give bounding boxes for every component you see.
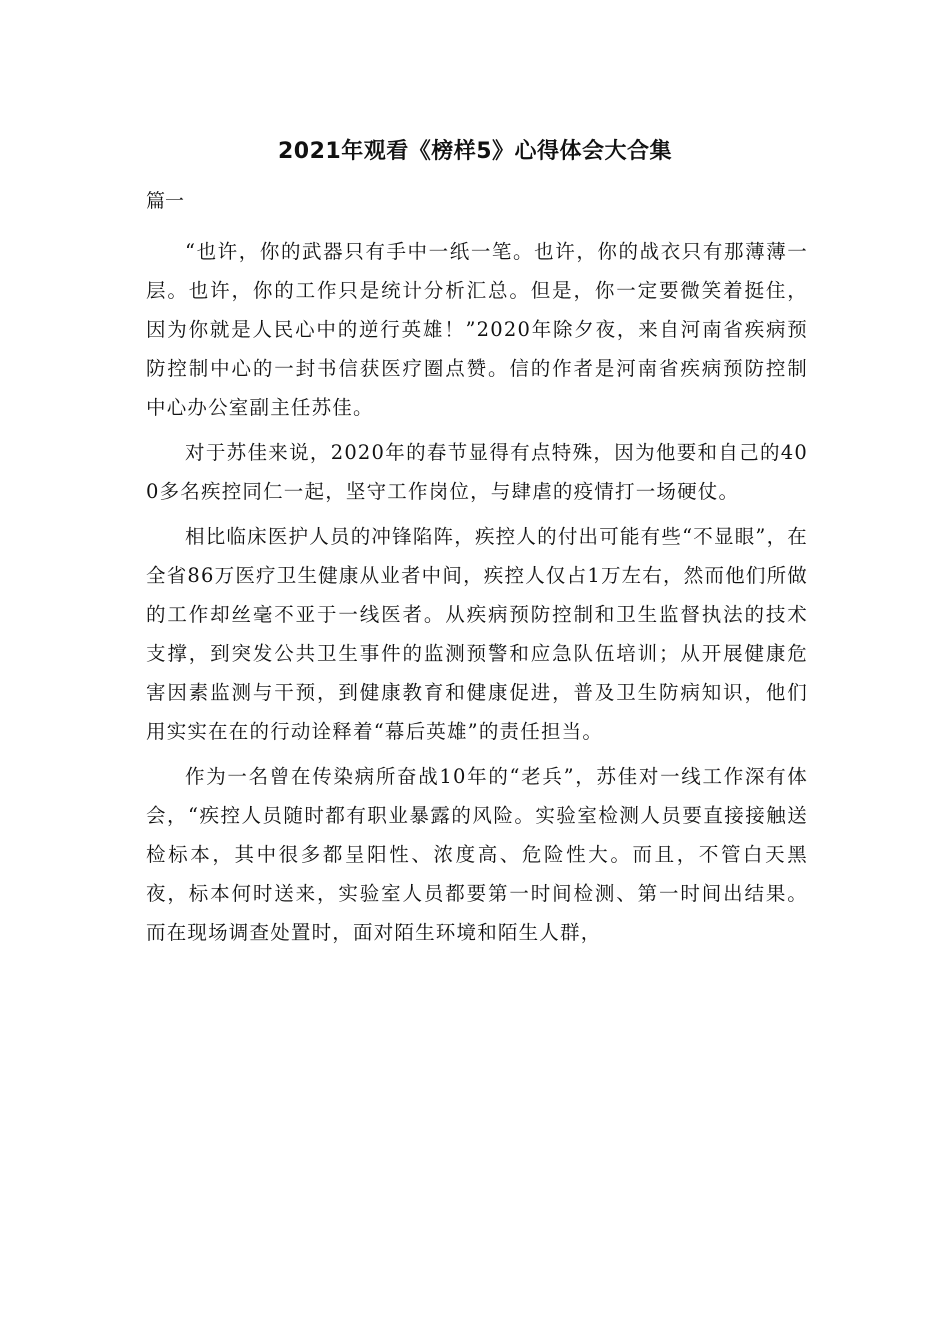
document-body [146, 232, 808, 958]
paragraph-4: 作为一名曾在传染病所奋战10年的“老兵”，苏佳对一线工作深有体会，“疾控人员随时都有职业暴露的风险。实验室检测人员要直接接触送检标本，其中很多都呈阳性、浓度高、危险性大。而且，不管白天黑夜，标本何时送来，实验室人员都要第一时间检测、第一时间出结果。而在现场调查处置时，面对陌生环境和陌生人群， [146, 765, 808, 944]
section-label: 篇一 [146, 190, 185, 212]
paragraph-2: 对于苏佳来说，2020年的春节显得有点特殊，因为他要和自己的400多名疾控同仁一起，坚守工作岗位，与肆虐的疫情打一场硬仗。 [146, 441, 808, 503]
paragraph-3: 相比临床医护人员的冲锋陷阵，疾控人的付出可能有些“不显眼”，在全省86万医疗卫生健康从业者中间，疾控人仅占1万左右，然而他们所做的工作却丝毫不亚于一线医者。从疾病预防控制和卫生监督执法的技术支撑，到突发公共卫生事件的监测预警和应急队伍培训；从开展健康危害因素监测与干预，到健康教育和健康促进，普及卫生防病知识，他们用实实在在的行动诠释着“幕后英雄”的责任担当。 [146, 525, 808, 743]
paragraph-1: “也许，你的武器只有手中一纸一笔。也许，你的战衣只有那薄薄一层。也许，你的工作只是统计分析汇总。但是，你一定要微笑着挺住，因为你就是人民心中的逆行英雄！”2020年除夕夜，来自河南省疾病预防控制中心的一封书信获医疗圈点赞。信的作者是河南省疾病预防控制中心办公室副主任苏佳。 [146, 240, 808, 419]
document-title: 2021年观看《榜样5》心得体会大合集 [277, 139, 673, 164]
